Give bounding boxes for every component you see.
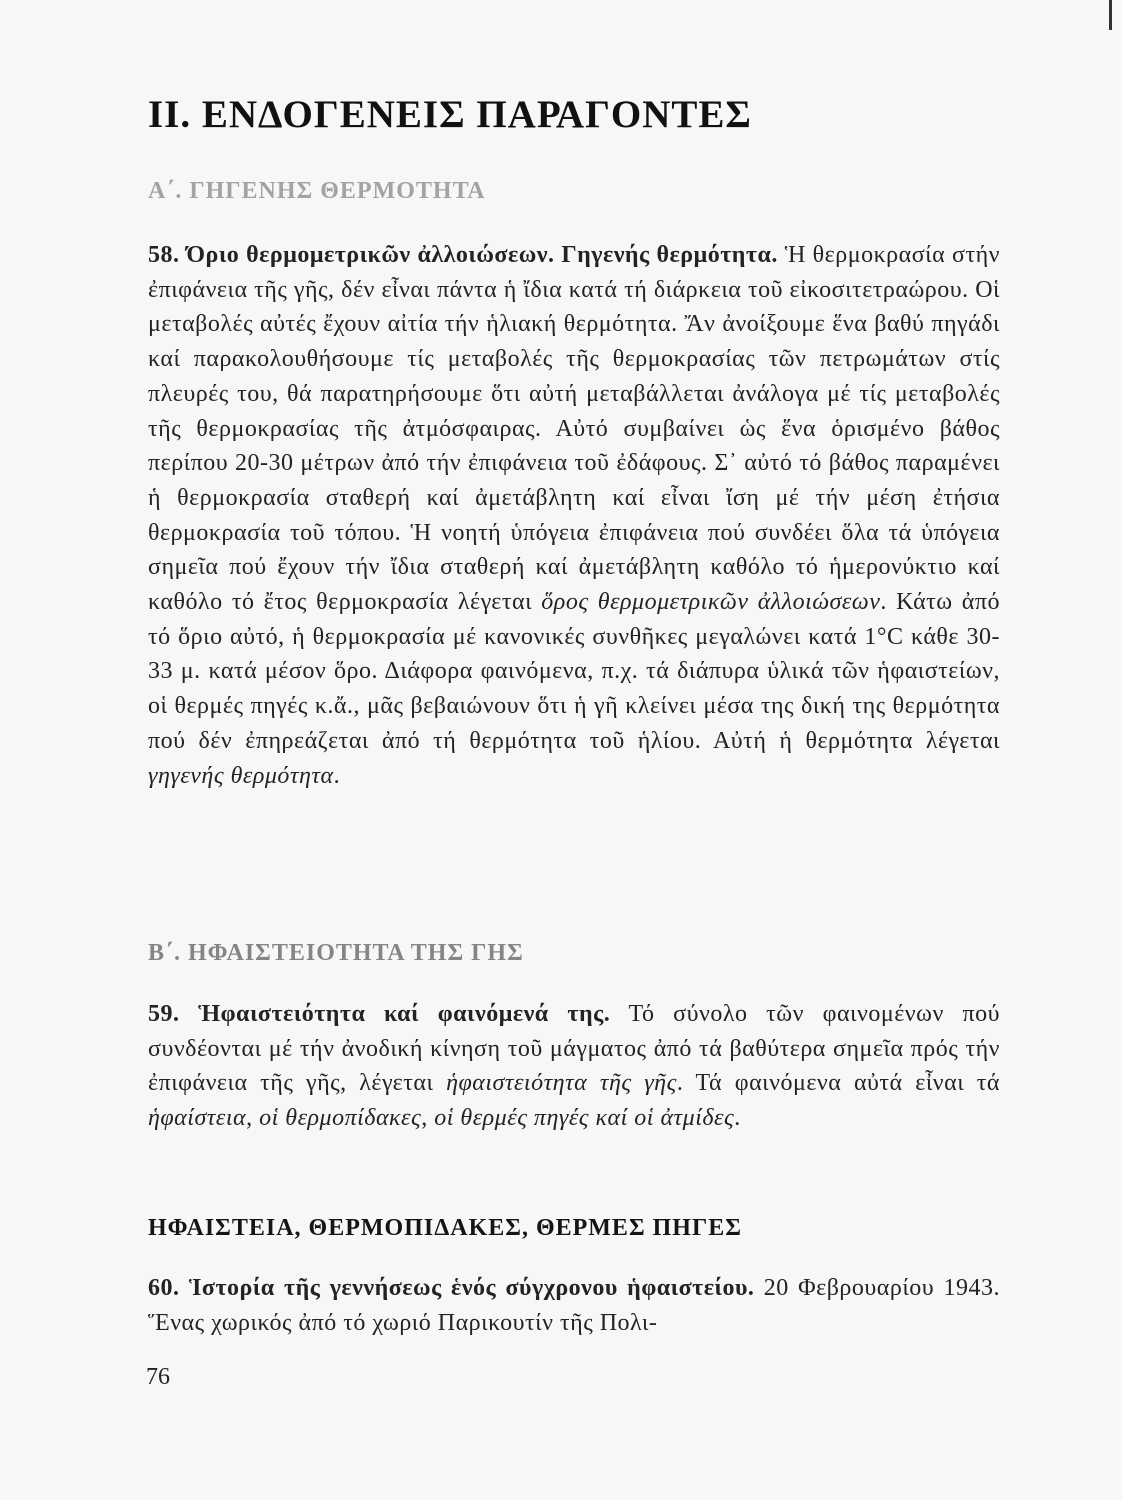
paragraph-number: 59. [148,1001,180,1027]
paragraph-58 [148,238,1000,793]
chapter-title: II. ΕΝΔΟΓΕΝΕΙΣ ΠΑΡΑΓΟΝΤΕΣ [148,93,752,136]
paragraph-text: . Κάτω ἀπό τό ὅριο αὐτό, ἡ θερμοκρασία μέ κανονικές συνθῆκες μεγαλώνει κατά 1°C κάθε 30-33 μ. κατά μέσον ὅρο. Διάφορα φαινόμενα, π.χ. τά διάπυρα ὑλικά τῶν ἡφαιστείων, οἱ θερμές πηγές κ.ἄ., μᾶς βεβαιώνουν ὅτι ἡ γῆ κλείνει μέσα της δική της θερμότητα πού δέν ἐπηρεάζεται ἀπό τή θερμότητα τοῦ ἡλίου. Αὐτή ἡ θερμότητα λέγεται [148,589,1001,754]
section-title-a: Α΄. ΓΗΓΕΝΗΣ ΘΕΡΜΟΤΗΤΑ [148,178,486,204]
paragraph-heading: Όριο θερμομετρικῶν ἀλλοιώσεων. Γηγενής θερμότητα. [186,242,778,268]
paragraph-60 [148,1271,1000,1340]
italic-term: οἱ θερμές πηγές καί οἱ ἀτμίδες [434,1105,735,1132]
paragraph-text: , [246,1105,253,1132]
paragraph-text: . [734,1105,741,1132]
section-title-c: ΗΦΑΙΣΤΕΙΑ, ΘΕΡΜΟΠΙΔΑΚΕΣ, ΘΕΡΜΕΣ ΠΗΓΕΣ [148,1215,742,1241]
paragraph-text: , [421,1105,428,1132]
paragraph-heading: Ἱστορία τῆς γεννήσεως ἑνός σύγχρονου ἡφαιστείου. [188,1275,755,1301]
paragraph-heading: Ἡφαιστειότητα καί φαινόμενά της. [198,1001,611,1027]
italic-term: ἡφαίστεια [148,1105,247,1132]
paragraph-text: Ἡ θερμοκρασία στήν ἐπιφάνεια τῆς γῆς, δέν εἶναι πάντα ἡ ἴδια κατά τή διάρκεια τοῦ εἰκοσιτετραώρου. Οἱ μεταβολές αὐτές ἔχουν αἰτία τήν ἡλιακή θερμότητα. Ἄν ἀνοίξουμε ἕνα βαθύ πηγάδι καί παρακολουθήσουμε τίς μεταβολές τῆς θερμοκρασίας τῶν πετρωμάτων στίς πλευρές του, θά παρατηρήσουμε ὅτι αὐτή μεταβάλλεται ἀνάλογα μέ τίς μεταβολές τῆς θερμοκρασίας τῆς ἀτμόσφαιρας. Αὐτό συμβαίνει ὡς ἕνα ὁρισμένο βάθος περίπου 20-30 μέτρων ἀπό τήν ἐπιφάνεια τοῦ ἐδάφους. Σ᾽ αὐτό τό βάθος παραμένει ἡ θερμοκρασία σταθερή καί ἀμετάβλητη καί εἶναι ἴση μέ τήν μέση ἐτήσια θερμοκρασία τοῦ τόπου. Ἡ νοητή ὑπόγεια ἐπιφάνεια πού συνδέει ὅλα τά ὑπόγεια σημεῖα πού ἔχουν τήν ἴδια σταθερή καί ἀμετάβλητη καθόλο τό ἡμερονύκτιο καί καθόλο τό ἔτος θερμοκρασία λέγεται [148,242,1001,616]
italic-term: ἡφαιστειότητα τῆς γῆς [446,1070,677,1097]
italic-term: ὅρος θερμομετρικῶν ἀλλοιώσεων [541,589,881,616]
paragraph-text: 20 Φεβρουαρίου 1943. Ἕνας χωρικός ἀπό τό χωριό Παρικουτίν τῆς Πολι- [148,1275,1001,1336]
paragraph-number: 60. [148,1275,180,1301]
paragraph-text: Τό σύνολο τῶν φαινομένων πού συνδέονται μέ τήν ἀνοδική κίνηση τοῦ μάγματος ἀπό τά βαθύτερα σημεῖα πρός τήν ἐπιφάνεια τῆς γῆς, λέγεται [148,1001,1000,1097]
paragraph-text: . Τά φαινόμενα αὐτά εἶναι τά [676,1070,1000,1097]
italic-term: γηγενής θερμότητα [148,762,334,789]
page-number: 76 [146,1364,170,1390]
paragraph-number: 58. [148,242,180,268]
paragraph-text: . [333,762,341,789]
italic-term: οἱ θερμοπίδακες [259,1105,422,1132]
page-edge-mark [1109,0,1112,30]
section-title-b: Β΄. ΗΦΑΙΣΤΕΙΟΤΗΤΑ ΤΗΣ ΓΗΣ [148,940,524,966]
paragraph-59 [148,997,1000,1136]
